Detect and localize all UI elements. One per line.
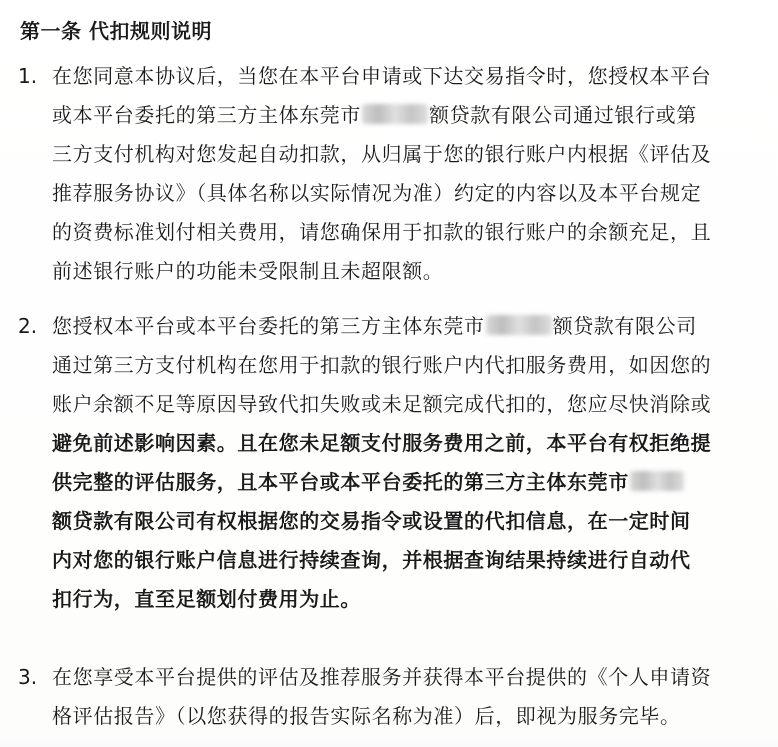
clause-line: 格评估报告》（以您获得的报告实际名称为准）后，即视为服务完毕。 xyxy=(52,704,681,728)
text-segment: 您授权本平台或本平台委托的第三方主体东莞市 xyxy=(52,314,485,338)
clause-line: 的资费标准划付相关费用，请您确保用于扣款的银行账户的余额充足，且 xyxy=(52,220,712,244)
clause-number: 2. xyxy=(18,314,38,338)
text-segment: 供完整的评估服务，且本平台或本平台委托的第三方主体东莞市 xyxy=(52,470,629,494)
redacted-blur xyxy=(486,315,552,335)
clause-line: 通过第三方支付机构在您用于扣款的银行账户内代扣服务费用，如因您的 xyxy=(52,353,712,377)
text-segment: 额贷款有限公司 xyxy=(552,314,697,338)
clause-line xyxy=(52,307,697,346)
clause-line: 前述银行账户的功能未受限制且未超限额。 xyxy=(52,259,444,283)
clause-line-bold: 内对您的银行账户信息进行持续查询，并根据查询结果持续进行自动代 xyxy=(52,548,691,572)
clause-line-bold xyxy=(52,463,685,502)
text-segment: 或本平台委托的第三方主体东莞市 xyxy=(52,103,361,127)
clause-number: 3. xyxy=(18,665,38,689)
clause-line: 推荐服务协议》（具体名称以实际情况为准）约定的内容以及本平台规定 xyxy=(52,181,702,205)
clause-line: 在您同意本协议后，当您在本平台申请或下达交易指令时，您授权本平台 xyxy=(52,64,712,88)
clause-line: 在您享受本平台提供的评估及推荐服务并获得本平台提供的《个人申请资 xyxy=(52,665,712,689)
clause-line-bold: 扣行为，直至足额划付费用为止。 xyxy=(52,587,361,611)
clause-line xyxy=(52,96,697,135)
clause-line: 账户余额不足等原因导致代扣失败或未足额完成代扣的，您应尽快消除或 xyxy=(52,392,712,416)
clause-line-bold: 额贷款有限公司有权根据您的交易指令或设置的代扣信息，在一定时间 xyxy=(52,509,691,533)
redacted-blur xyxy=(630,471,684,491)
clause-line-bold-mixed: 避免前述影响因素。且在您未足额支付服务费用之前，本平台有权拒绝提 xyxy=(52,431,712,455)
redacted-blur xyxy=(362,104,428,124)
clause-number: 1. xyxy=(18,64,38,88)
text-segment: 额贷款有限公司通过银行或第 xyxy=(429,103,697,127)
clause-line: 三方支付机构对您发起自动扣款，从归属于您的银行账户内根据《评估及 xyxy=(52,142,712,166)
page-bottom-fade xyxy=(0,737,778,747)
section-heading: 第一条 代扣规则说明 xyxy=(20,19,212,43)
